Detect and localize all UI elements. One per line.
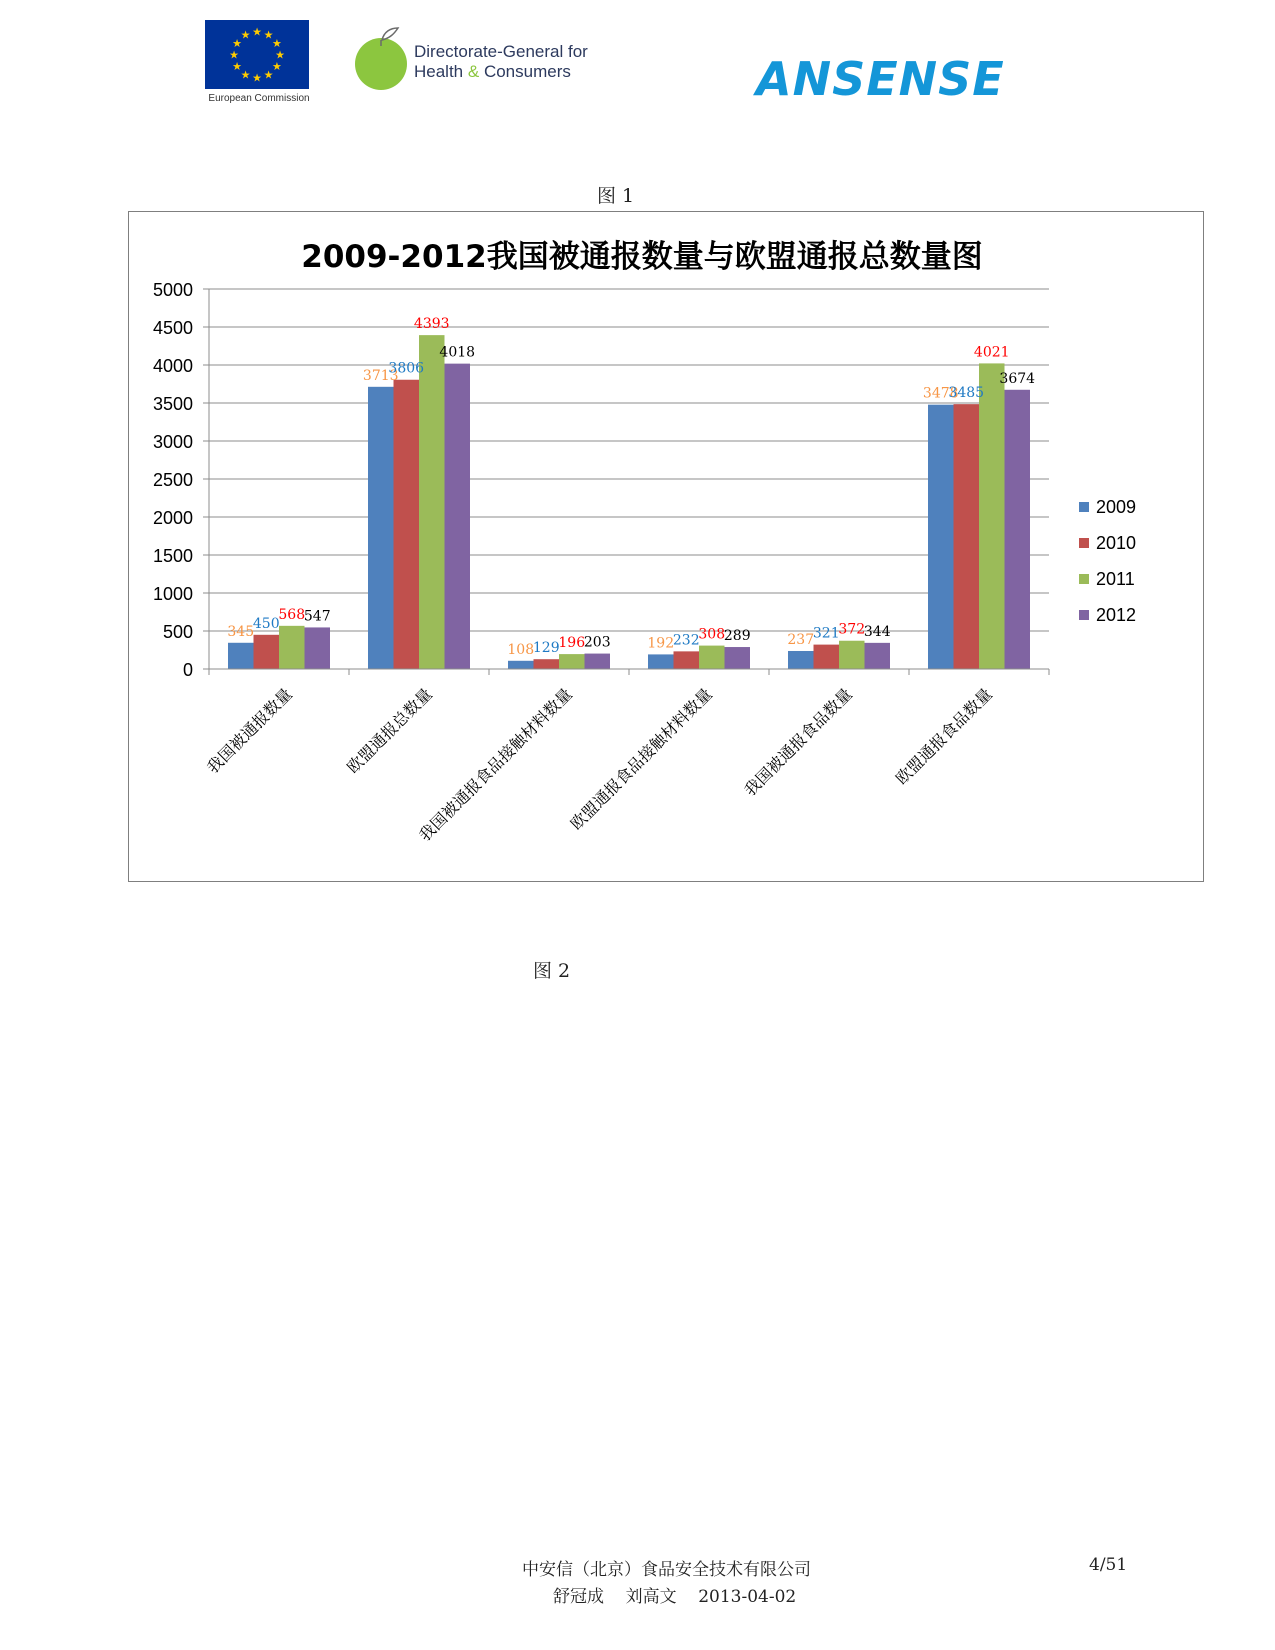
data-label-2010-4: 232 (672, 632, 700, 649)
data-label-2012-6: 3674 (999, 370, 1036, 387)
bar-2012-3 (585, 654, 611, 669)
eu-star-icon: ★ (232, 37, 243, 50)
legend-swatch-2009 (1079, 502, 1089, 512)
data-label-2010-2: 3806 (388, 360, 425, 377)
bar-2009-6 (928, 405, 954, 669)
bar-2011-1 (279, 626, 305, 669)
european-commission-logo (205, 20, 313, 104)
data-label-2009-2: 3713 (362, 367, 399, 384)
bar-2012-2 (445, 364, 471, 669)
bar-2009-1 (228, 643, 254, 669)
bar-2012-4 (725, 647, 751, 669)
eu-star-icon: ★ (263, 68, 274, 82)
data-label-2011-1: 568 (278, 606, 306, 623)
y-tick-label: 4500 (152, 318, 193, 338)
eu-star-icon: ★ (252, 25, 262, 39)
figure-2-caption: 图 2 (533, 960, 571, 982)
x-tick-label: 欧盟通报总数量 (343, 684, 436, 778)
y-tick-label: 5000 (152, 280, 193, 300)
legend-swatch-2011 (1079, 574, 1089, 584)
x-tick-label: 我国被通报食品接触材料数量 (415, 684, 576, 845)
y-tick-label: 0 (182, 660, 193, 680)
dg-health: Health (414, 62, 464, 81)
dg-health-consumers-logo (354, 26, 614, 96)
bar-2012-6 (1005, 390, 1031, 669)
bar-2011-3 (559, 654, 585, 669)
figure-1-caption: 图 1 (597, 185, 635, 207)
bar-2012-1 (305, 627, 331, 669)
bar-2010-5 (814, 645, 840, 669)
bar-2010-1 (254, 635, 280, 669)
eu-star-icon: ★ (240, 68, 251, 82)
bar-2009-3 (508, 661, 534, 669)
y-tick-label: 500 (162, 622, 193, 642)
eu-star-icon: ★ (240, 28, 251, 42)
y-tick-label: 3500 (152, 394, 193, 414)
eu-star-icon: ★ (263, 28, 274, 42)
chart-container (128, 211, 1204, 882)
apple-icon (354, 26, 414, 92)
eu-star-icon: ★ (232, 60, 243, 73)
data-label-2010-1: 450 (252, 615, 280, 632)
x-tick-label: 我国被通报数量 (203, 684, 296, 778)
eu-star-icon: ★ (275, 48, 285, 62)
x-tick-label: 我国被通报食品数量 (740, 684, 856, 800)
legend-label-2012: 2012 (1096, 605, 1137, 625)
x-tick-label: 欧盟通报食品数量 (891, 684, 996, 789)
bar-2012-5 (865, 643, 891, 669)
data-label-2009-4: 192 (647, 635, 675, 652)
data-label-2010-5: 321 (812, 625, 840, 642)
bar-2010-6 (954, 404, 980, 669)
data-label-2009-6: 3478 (922, 385, 959, 402)
data-label-2012-5: 344 (863, 623, 891, 640)
bar-2010-2 (394, 380, 420, 669)
bar-chart (129, 212, 1202, 880)
eu-star-icon: ★ (271, 37, 282, 50)
page-header (0, 0, 1275, 130)
y-tick-label: 2000 (152, 508, 193, 528)
data-label-2011-3: 196 (558, 635, 586, 652)
bar-2009-5 (788, 651, 814, 669)
eu-star-icon: ★ (252, 71, 262, 85)
data-label-2012-2: 4018 (439, 344, 476, 361)
eu-star-icon: ★ (271, 60, 282, 73)
ansense-logo: ANSENSE (756, 52, 1005, 106)
data-label-2009-5: 237 (787, 631, 815, 648)
data-label-2011-6: 4021 (973, 344, 1010, 361)
y-tick-label: 4000 (152, 356, 193, 376)
data-label-2011-2: 4393 (413, 316, 450, 333)
bar-2009-2 (368, 387, 394, 669)
footer-company: 中安信（北京）食品安全技术有限公司 (522, 1560, 811, 1580)
data-label-2012-4: 289 (723, 628, 751, 645)
chart-title: 2009-2012我国被通报数量与欧盟通报总数量图 (301, 239, 983, 275)
page-number: 4/51 (1089, 1555, 1128, 1575)
data-label-2010-6: 3485 (948, 385, 985, 402)
data-label-2009-1: 345 (227, 623, 255, 640)
bar-2011-2 (419, 335, 445, 669)
eu-star-icon: ★ (229, 48, 239, 62)
eu-flag-icon (205, 20, 309, 89)
legend-swatch-2010 (1079, 538, 1089, 548)
bar-2010-3 (534, 659, 560, 669)
footer-authors: 舒冠成 刘高文 2013-04-02 (553, 1587, 797, 1607)
eu-caption: European Commission (208, 93, 310, 104)
legend-label-2010: 2010 (1096, 533, 1137, 553)
dg-line-1: Directorate-General for (414, 42, 588, 61)
y-tick-label: 2500 (152, 470, 193, 490)
data-label-2010-3: 129 (532, 640, 560, 657)
legend-label-2011: 2011 (1096, 569, 1135, 589)
bar-2011-6 (979, 363, 1005, 669)
data-label-2009-3: 108 (507, 641, 535, 658)
bar-2009-4 (648, 654, 674, 669)
dg-consumers: Consumers (483, 62, 571, 81)
data-label-2011-4: 308 (698, 626, 726, 643)
y-tick-label: 1500 (152, 546, 193, 566)
bar-2011-5 (839, 641, 865, 669)
dg-ampersand: & (467, 62, 480, 81)
data-label-2011-5: 372 (838, 621, 866, 638)
data-label-2012-3: 203 (583, 634, 611, 651)
data-label-2012-1: 547 (303, 608, 331, 625)
legend-swatch-2012 (1079, 610, 1089, 620)
dg-line-2 (414, 62, 588, 82)
legend-label-2009: 2009 (1096, 497, 1137, 517)
bar-2010-4 (674, 651, 700, 669)
bar-2011-4 (699, 646, 725, 669)
y-tick-label: 1000 (152, 584, 193, 604)
y-tick-label: 3000 (152, 432, 193, 452)
x-tick-label: 欧盟通报食品接触材料数量 (566, 684, 716, 834)
